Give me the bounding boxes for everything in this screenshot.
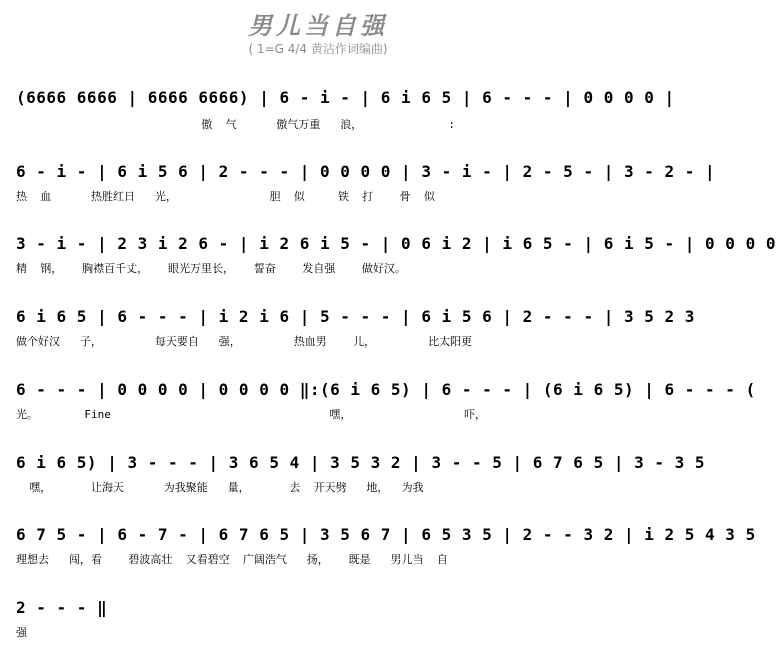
song-subtitle: ( 1=G 4/4 黄沾作词编曲) <box>248 42 388 56</box>
lyrics-line-8: 强 <box>16 626 27 639</box>
notation-line-3: 3 - i - | 2 3 i 2 6 - | i 2 6 i 5 - | 0 6 i 2 | i 6 5 - | 6 i 5 - | 0 0 0 0 <box>16 234 776 253</box>
notation-line-7: 6 7 5 - | 6 - 7 - | 6 7 6 5 | 3 5 6 7 | 6 5 3 5 | 2 - - 3 2 | i 2 5 4 3 5 <box>16 525 756 544</box>
notation-line-2: 6 - i - | 6 i 5 6 | 2 - - - | 0 0 0 0 | 3 - i - | 2 - 5 - | 3 - 2 - | <box>16 162 716 181</box>
notation-line-6: 6 i 6 5) | 3 - - - | 3 6 5 4 | 3 5 3 2 | 3 - - 5 | 6 7 6 5 | 3 - 3 5 <box>16 453 706 472</box>
lyrics-line-1: 傲 气 傲气万重 浪， : <box>16 118 455 131</box>
notation-line-8: 2 - - - ‖ <box>16 598 108 617</box>
lyrics-line-6: 嘿， 让海天 为我聚能 量， 去 开天劈 地， 为我 <box>16 481 424 494</box>
lyrics-line-2: 热 血 热胜红日 光， 胆 似 铁 打 骨 似 <box>16 190 435 203</box>
lyrics-line-5: 光。 Fine 嘿， 吓， <box>16 408 486 421</box>
song-title: 男儿当自强 <box>248 11 388 40</box>
lyrics-line-3: 精 钢， 胸襟百千丈， 眼光万里长， 誓奋 发自强 做好汉。 <box>16 262 406 275</box>
lyrics-line-7: 理想去 闯，看 碧波高壮 又看碧空 广阔浩气 扬， 既是 男儿当 自 <box>16 553 448 566</box>
notation-line-1: (6666 6666 | 6666 6666) | 6 - i - | 6 i 6 5 | 6 - - - | 0 0 0 0 | <box>16 88 675 107</box>
lyrics-line-4: 做个好汉 子， 每天要自 强， 热血男 儿， 比太阳更 <box>16 335 473 348</box>
notation-line-5: 6 - - - | 0 0 0 0 | 0 0 0 0 ‖:(6 i 6 5) | 6 - - - | (6 i 6 5) | 6 - - - ( <box>16 380 756 399</box>
notation-line-4: 6 i 6 5 | 6 - - - | i 2 i 6 | 5 - - - | 6 i 5 6 | 2 - - - | 3 5 2 3 <box>16 307 695 326</box>
